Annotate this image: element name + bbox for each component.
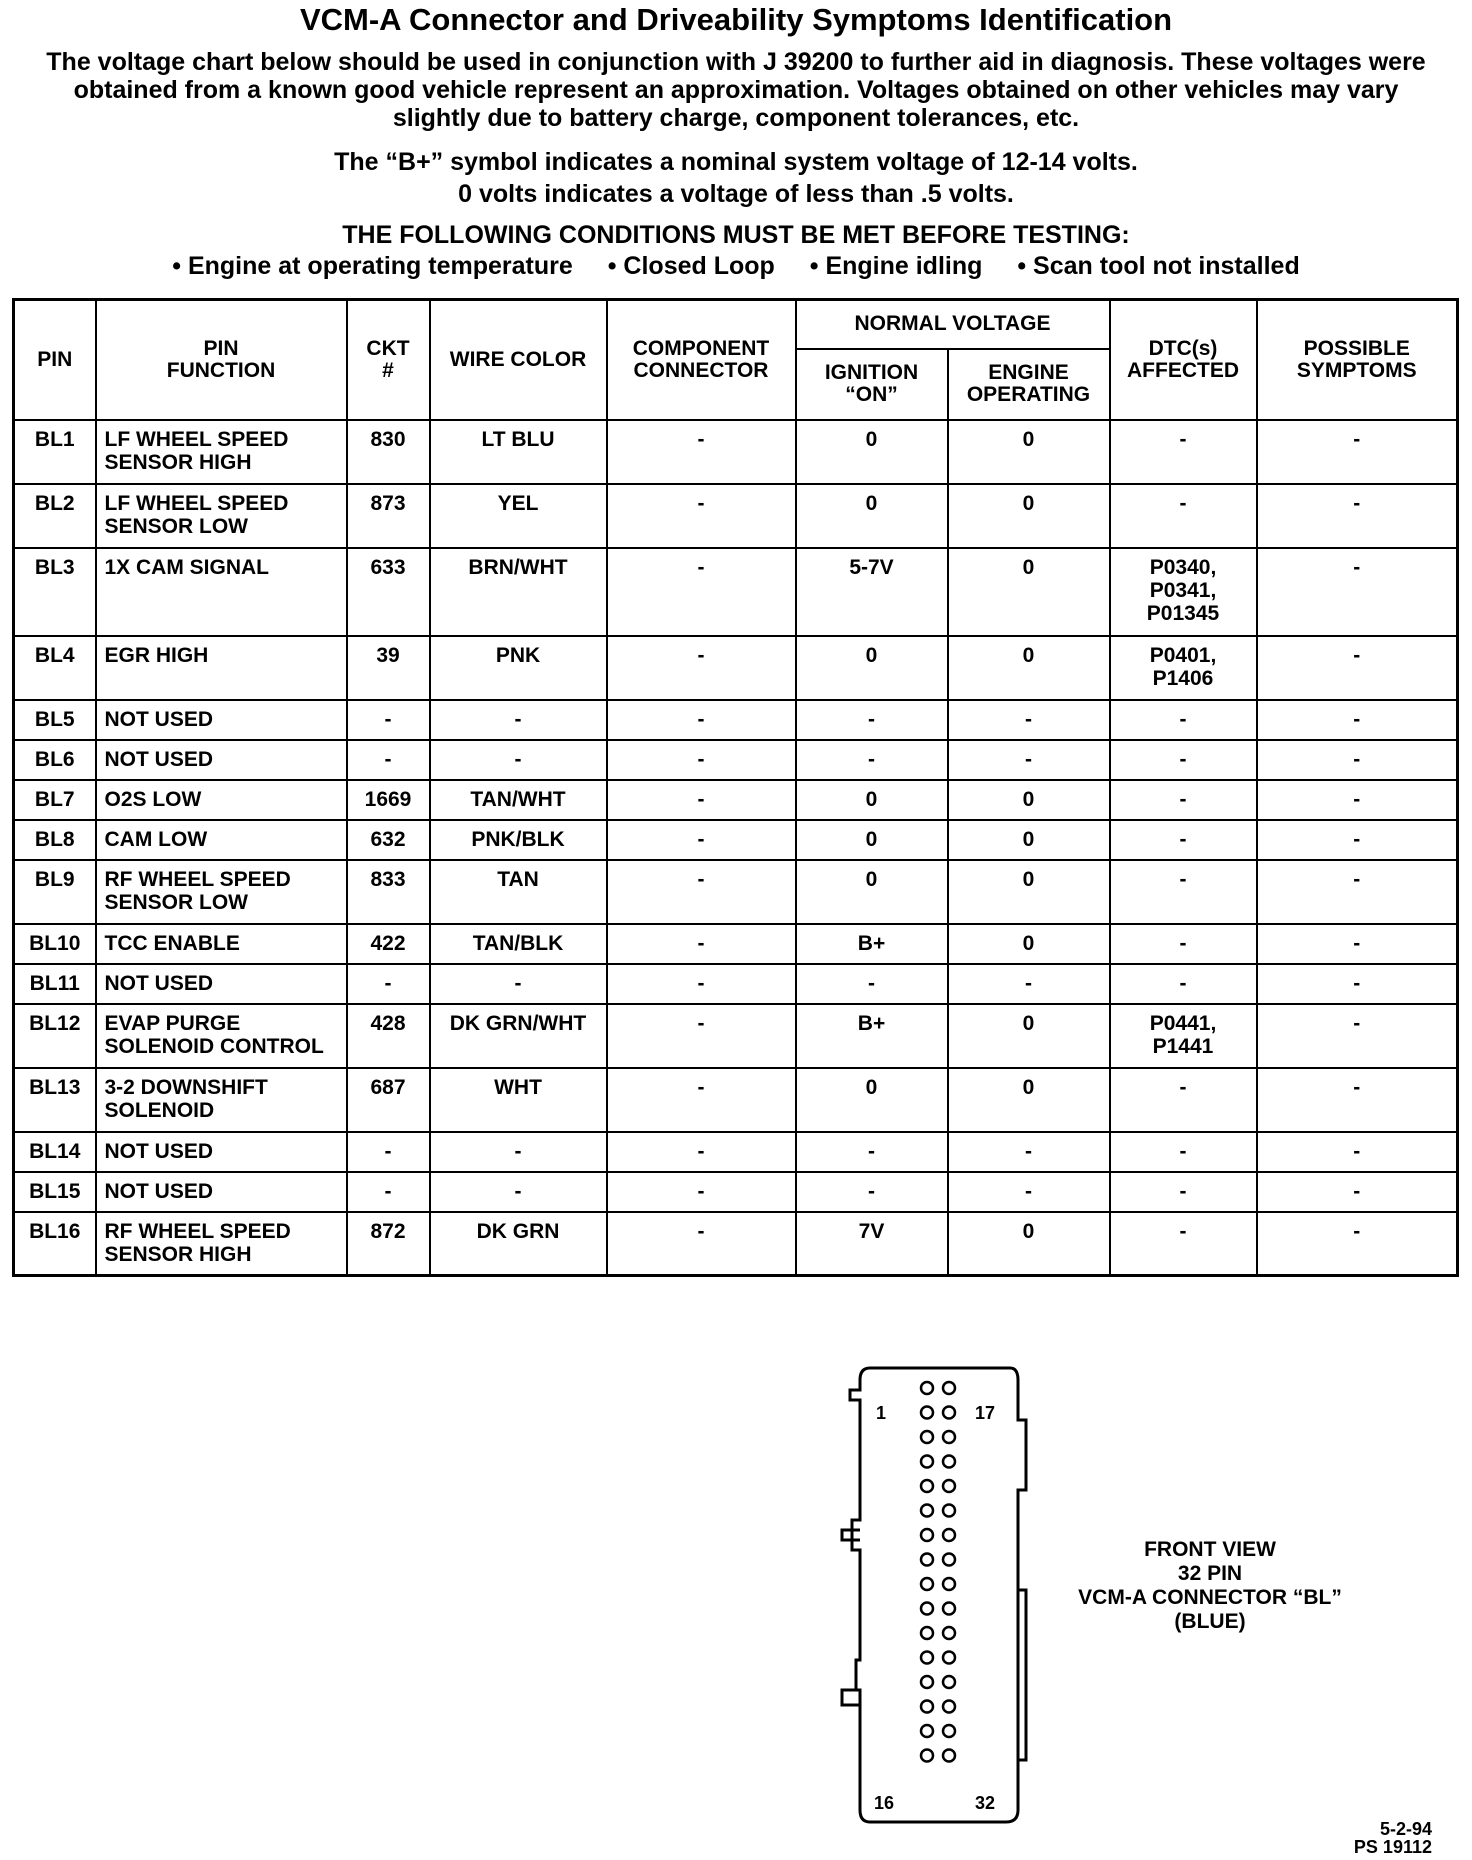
cell-function: 3-2 DOWNSHIFT SOLENOID xyxy=(96,1068,347,1132)
cell-dtc: - xyxy=(1110,860,1257,924)
connector-pin xyxy=(943,1407,955,1419)
connector-pin xyxy=(921,1382,933,1394)
connector-pin xyxy=(921,1456,933,1468)
table-row xyxy=(14,924,1458,964)
connector-pin xyxy=(943,1456,955,1468)
cell-function: 1X CAM SIGNAL xyxy=(96,548,347,636)
cell-engine-operating: 0 xyxy=(948,924,1110,964)
cell-dtc: - xyxy=(1110,1172,1257,1212)
cell-ignition-on: 0 xyxy=(796,780,948,820)
cell-wire-color: DK GRN xyxy=(430,1212,607,1276)
cell-component: - xyxy=(607,860,796,924)
connector-pin xyxy=(943,1701,955,1713)
cell-pin: BL14 xyxy=(14,1132,96,1172)
connector-pin xyxy=(943,1529,955,1541)
cell-symptoms: - xyxy=(1257,700,1458,740)
connector-pin xyxy=(943,1725,955,1737)
cell-symptoms: - xyxy=(1257,636,1458,700)
cell-symptoms: - xyxy=(1257,420,1458,484)
cell-ignition-on: 7V xyxy=(796,1212,948,1276)
cell-component: - xyxy=(607,484,796,548)
cell-wire-color: DK GRN/WHT xyxy=(430,1004,607,1068)
cell-dtc: - xyxy=(1110,924,1257,964)
cell-component: - xyxy=(607,548,796,636)
table-row xyxy=(14,740,1458,780)
cell-wire-color: - xyxy=(430,700,607,740)
cell-pin: BL13 xyxy=(14,1068,96,1132)
cell-ckt: 687 xyxy=(347,1068,430,1132)
cell-wire-color: PNK/BLK xyxy=(430,820,607,860)
connector-key-notch xyxy=(842,1690,860,1705)
cell-symptoms: - xyxy=(1257,1132,1458,1172)
cell-engine-operating: 0 xyxy=(948,1068,1110,1132)
connector-pin xyxy=(921,1627,933,1639)
cell-pin: BL5 xyxy=(14,700,96,740)
cell-engine-operating: - xyxy=(948,1172,1110,1212)
connector-pin xyxy=(921,1480,933,1492)
cell-component: - xyxy=(607,1068,796,1132)
cell-function: RF WHEEL SPEED SENSOR LOW xyxy=(96,860,347,924)
cell-component: - xyxy=(607,420,796,484)
cell-pin: BL4 xyxy=(14,636,96,700)
cell-pin: BL16 xyxy=(14,1212,96,1276)
pin-grid xyxy=(921,1382,955,1762)
cell-component: - xyxy=(607,1004,796,1068)
cell-function: NOT USED xyxy=(96,964,347,1004)
table-row xyxy=(14,964,1458,1004)
cell-symptoms: - xyxy=(1257,1172,1458,1212)
cell-engine-operating: 0 xyxy=(948,484,1110,548)
cell-dtc: - xyxy=(1110,780,1257,820)
connector-pin xyxy=(943,1652,955,1664)
cell-function: NOT USED xyxy=(96,700,347,740)
cell-dtc: - xyxy=(1110,820,1257,860)
pin-label-17: 17 xyxy=(975,1403,996,1423)
cell-engine-operating: 0 xyxy=(948,1212,1110,1276)
connector-pin xyxy=(921,1407,933,1419)
cell-ckt: 873 xyxy=(347,484,430,548)
cell-dtc: - xyxy=(1110,700,1257,740)
cell-pin: BL8 xyxy=(14,820,96,860)
cell-engine-operating: 0 xyxy=(948,548,1110,636)
cell-function: NOT USED xyxy=(96,1172,347,1212)
cell-pin: BL7 xyxy=(14,780,96,820)
cell-symptoms: - xyxy=(1257,1004,1458,1068)
cell-wire-color: BRN/WHT xyxy=(430,548,607,636)
cell-wire-color: - xyxy=(430,964,607,1004)
cell-wire-color: - xyxy=(430,1132,607,1172)
cell-engine-operating: - xyxy=(948,700,1110,740)
footer-date: 5-2-94 xyxy=(1379,1819,1432,1839)
cell-pin: BL15 xyxy=(14,1172,96,1212)
table-row xyxy=(14,780,1458,820)
table-row xyxy=(14,1212,1458,1276)
cell-ignition-on: 0 xyxy=(796,1068,948,1132)
table-body xyxy=(14,420,1458,1276)
cell-wire-color: - xyxy=(430,740,607,780)
cell-pin: BL6 xyxy=(14,740,96,780)
connector-pin xyxy=(921,1505,933,1517)
cell-engine-operating: - xyxy=(948,740,1110,780)
cell-pin: BL12 xyxy=(14,1004,96,1068)
cell-symptoms: - xyxy=(1257,1068,1458,1132)
condition-item: • Closed Loop xyxy=(607,252,775,280)
cell-symptoms: - xyxy=(1257,548,1458,636)
caption-line: FRONT VIEW xyxy=(1144,1538,1276,1561)
connector-pin xyxy=(943,1627,955,1639)
pinout-table xyxy=(12,298,1459,1277)
cell-ckt: 872 xyxy=(347,1212,430,1276)
cell-engine-operating: 0 xyxy=(948,820,1110,860)
cell-component: - xyxy=(607,1212,796,1276)
cell-dtc: - xyxy=(1110,484,1257,548)
connector-pin xyxy=(921,1652,933,1664)
conditions-list xyxy=(0,251,1472,281)
pin-label-1: 1 xyxy=(876,1403,887,1423)
table-row xyxy=(14,636,1458,700)
cell-symptoms: - xyxy=(1257,860,1458,924)
cell-ignition-on: 0 xyxy=(796,484,948,548)
cell-dtc: - xyxy=(1110,420,1257,484)
header-component-connector: COMPONENT CONNECTOR xyxy=(607,300,796,420)
condition-item: • Engine idling xyxy=(809,252,983,280)
connector-pin xyxy=(943,1750,955,1762)
table-row xyxy=(14,1132,1458,1172)
header-wire-color: WIRE COLOR xyxy=(430,300,607,420)
cell-wire-color: LT BLU xyxy=(430,420,607,484)
cell-engine-operating: 0 xyxy=(948,780,1110,820)
cell-ignition-on: 0 xyxy=(796,420,948,484)
cell-pin: BL1 xyxy=(14,420,96,484)
header-pin: PIN xyxy=(14,300,96,420)
cell-ckt: 422 xyxy=(347,924,430,964)
cell-ckt: 830 xyxy=(347,420,430,484)
cell-wire-color: WHT xyxy=(430,1068,607,1132)
cell-pin: BL10 xyxy=(14,924,96,964)
header-ckt: CKT # xyxy=(347,300,430,420)
cell-ckt: - xyxy=(347,700,430,740)
table-row xyxy=(14,700,1458,740)
connector-caption xyxy=(1050,1538,1370,1634)
connector-pin xyxy=(943,1431,955,1443)
cell-ignition-on: - xyxy=(796,700,948,740)
connector-pin xyxy=(921,1676,933,1688)
cell-ckt: 632 xyxy=(347,820,430,860)
cell-ckt: - xyxy=(347,1132,430,1172)
cell-engine-operating: - xyxy=(948,1132,1110,1172)
cell-dtc: - xyxy=(1110,964,1257,1004)
cell-wire-color: TAN xyxy=(430,860,607,924)
caption-line: (BLUE) xyxy=(1174,1610,1246,1633)
cell-symptoms: - xyxy=(1257,740,1458,780)
table-row xyxy=(14,1172,1458,1212)
cell-ckt: 428 xyxy=(347,1004,430,1068)
cell-function: NOT USED xyxy=(96,1132,347,1172)
cell-wire-color: YEL xyxy=(430,484,607,548)
connector-diagram xyxy=(830,1360,1030,1830)
cell-engine-operating: 0 xyxy=(948,860,1110,924)
cell-ckt: 633 xyxy=(347,548,430,636)
bplus-note: The “B+” symbol indicates a nominal system voltage of 12-14 volts. xyxy=(334,148,1138,176)
connector-pin xyxy=(921,1750,933,1762)
header-dtc: DTC(s) AFFECTED xyxy=(1110,300,1257,420)
cell-wire-color: TAN/WHT xyxy=(430,780,607,820)
condition-item: • Scan tool not installed xyxy=(1017,252,1300,280)
cell-ckt: - xyxy=(347,740,430,780)
cell-component: - xyxy=(607,700,796,740)
cell-dtc: - xyxy=(1110,1212,1257,1276)
cell-symptoms: - xyxy=(1257,820,1458,860)
table-row xyxy=(14,1068,1458,1132)
table-row xyxy=(14,860,1458,924)
cell-ignition-on: 0 xyxy=(796,820,948,860)
cell-dtc: P0401, P1406 xyxy=(1110,636,1257,700)
cell-component: - xyxy=(607,924,796,964)
table-row xyxy=(14,820,1458,860)
connector-pin xyxy=(943,1578,955,1590)
footer-ps: PS 19112 xyxy=(1353,1837,1432,1857)
cell-ckt: - xyxy=(347,964,430,1004)
zero-volt-note: 0 volts indicates a voltage of less than .5 volts. xyxy=(458,180,1014,208)
connector-pin xyxy=(943,1676,955,1688)
cell-function: RF WHEEL SPEED SENSOR HIGH xyxy=(96,1212,347,1276)
cell-dtc: - xyxy=(1110,1068,1257,1132)
footer xyxy=(1354,1820,1432,1856)
cell-ckt: 39 xyxy=(347,636,430,700)
cell-function: LF WHEEL SPEED SENSOR LOW xyxy=(96,484,347,548)
table-row xyxy=(14,1004,1458,1068)
cell-ckt: - xyxy=(347,1172,430,1212)
cell-wire-color: PNK xyxy=(430,636,607,700)
header-symptoms: POSSIBLE SYMPTOMS xyxy=(1257,300,1458,420)
cell-pin: BL2 xyxy=(14,484,96,548)
cell-pin: BL11 xyxy=(14,964,96,1004)
table-row xyxy=(14,420,1458,484)
cell-ckt: 1669 xyxy=(347,780,430,820)
cell-dtc: P0340, P0341, P01345 xyxy=(1110,548,1257,636)
connector-pin xyxy=(943,1603,955,1615)
cell-engine-operating: 0 xyxy=(948,636,1110,700)
cell-function: EVAP PURGE SOLENOID CONTROL xyxy=(96,1004,347,1068)
cell-ignition-on: B+ xyxy=(796,924,948,964)
cell-component: - xyxy=(607,780,796,820)
connector-pin xyxy=(921,1529,933,1541)
connector-pin xyxy=(943,1480,955,1492)
cell-dtc: - xyxy=(1110,740,1257,780)
cell-ignition-on: - xyxy=(796,1172,948,1212)
cell-ignition-on: - xyxy=(796,964,948,1004)
pin-label-16: 16 xyxy=(874,1793,895,1813)
cell-engine-operating: 0 xyxy=(948,420,1110,484)
cell-ignition-on: 0 xyxy=(796,636,948,700)
cell-dtc: P0441, P1441 xyxy=(1110,1004,1257,1068)
cell-component: - xyxy=(607,1132,796,1172)
connector-pin xyxy=(921,1725,933,1737)
cell-wire-color: TAN/BLK xyxy=(430,924,607,964)
caption-line: VCM-A CONNECTOR “BL” xyxy=(1078,1586,1342,1609)
cell-function: NOT USED xyxy=(96,740,347,780)
cell-component: - xyxy=(607,820,796,860)
page-title: VCM-A Connector and Driveability Symptoms Identification xyxy=(299,2,1173,37)
voltage-notes xyxy=(0,146,1472,210)
cell-ignition-on: 5-7V xyxy=(796,548,948,636)
connector-pin xyxy=(921,1603,933,1615)
condition-item: • Engine at operating temperature xyxy=(172,252,573,280)
cell-function: EGR HIGH xyxy=(96,636,347,700)
cell-function: LF WHEEL SPEED SENSOR HIGH xyxy=(96,420,347,484)
cell-dtc: - xyxy=(1110,1132,1257,1172)
cell-ignition-on: 0 xyxy=(796,860,948,924)
connector-pin xyxy=(921,1578,933,1590)
cell-symptoms: - xyxy=(1257,924,1458,964)
cell-function: CAM LOW xyxy=(96,820,347,860)
cell-symptoms: - xyxy=(1257,964,1458,1004)
connector-outline xyxy=(850,1368,1026,1822)
cell-engine-operating: 0 xyxy=(948,1004,1110,1068)
connector-pin xyxy=(943,1505,955,1517)
cell-function: O2S LOW xyxy=(96,780,347,820)
connector-pin xyxy=(921,1701,933,1713)
connector-pin xyxy=(921,1554,933,1566)
header-engine-operating: ENGINE OPERATING xyxy=(948,349,1110,420)
pin-label-32: 32 xyxy=(975,1793,996,1813)
cell-ignition-on: - xyxy=(796,740,948,780)
table-row xyxy=(14,548,1458,636)
cell-symptoms: - xyxy=(1257,1212,1458,1276)
caption-line: 32 PIN xyxy=(1177,1562,1243,1585)
cell-function: TCC ENABLE xyxy=(96,924,347,964)
conditions-heading: THE FOLLOWING CONDITIONS MUST BE MET BEFORE TESTING: xyxy=(342,221,1130,249)
cell-component: - xyxy=(607,1172,796,1212)
intro-paragraph: The voltage chart below should be used in conjunction with J 39200 to further aid in diagnosis. These voltages were obtained from a known good vehicle represent an approximation. Voltages obtained on other vehicles may vary slightly due to battery charge, component tolerances, etc. xyxy=(46,48,1426,132)
cell-ckt: 833 xyxy=(347,860,430,924)
cell-symptoms: - xyxy=(1257,780,1458,820)
cell-component: - xyxy=(607,740,796,780)
cell-wire-color: - xyxy=(430,1172,607,1212)
cell-engine-operating: - xyxy=(948,964,1110,1004)
header-normal-voltage: NORMAL VOLTAGE xyxy=(796,300,1110,349)
cell-component: - xyxy=(607,964,796,1004)
cell-symptoms: - xyxy=(1257,484,1458,548)
table-row xyxy=(14,484,1458,548)
cell-pin: BL9 xyxy=(14,860,96,924)
cell-ignition-on: B+ xyxy=(796,1004,948,1068)
cell-pin: BL3 xyxy=(14,548,96,636)
header-function: PIN FUNCTION xyxy=(96,300,347,420)
connector-pin xyxy=(943,1382,955,1394)
cell-component: - xyxy=(607,636,796,700)
connector-pin xyxy=(943,1554,955,1566)
cell-ignition-on: - xyxy=(796,1132,948,1172)
connector-pin xyxy=(921,1431,933,1443)
header-ignition-on: IGNITION “ON” xyxy=(796,349,948,420)
